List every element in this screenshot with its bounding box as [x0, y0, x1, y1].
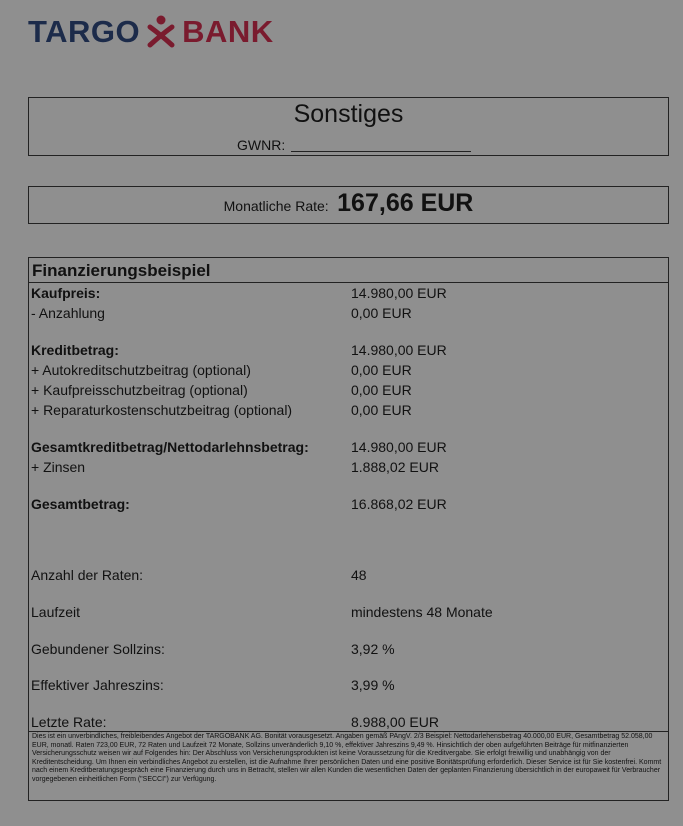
- page-title: Sonstiges: [293, 100, 404, 128]
- row-label: - Anzahlung: [31, 305, 105, 321]
- financing-heading: Finanzierungsbeispiel: [29, 258, 668, 283]
- legal-disclaimer: Dies ist ein unverbindliches, freibleibendes Angebot der TARGOBANK AG. Bonität vorausgesetzt. Angaben gemäß PAngV. 2/3 Beispiel: Nettodarlehensbetrag 40.000,00 EUR, Gesamtbetrag 52.058,00 EUR, monatl. Raten 723,00 EUR, 72 Raten und Laufzeit 72 Monate, Sollzins unveränderlich 9,10 %, effektiver Jahreszins 9,49 %. Hinsichtlich der oben aufgeführten Beiträge für mitfinanzierten Versicherungsschutz weisen wir auf Folgendes hin: Der Abschluss von Versicherungsprodukten ist keine Voraussetzung für die Kreditvergabe. Sie erfolgt freiwillig und unabhängig von der Kreditentscheidung. Um Ihnen ein verbindliches Angebot zu erstellen, ist die Aufnahme Ihrer persönlichen Daten und eine positive Bonitätsprüfung erforderlich. Dieser Service ist für Sie kostenfrei. Kommt nach einem Kreditberatungsgespräch eine Finanzierung durch uns in Betracht, stellen wir allen Kunden die wesentlichen Daten der geplanten Finanzierung übersichtlich in der europaweit für Verbraucher vorgegebenen einheitlichen Form ("SECCI") zur Verfügung.: [29, 731, 668, 800]
- title-box: [28, 97, 669, 156]
- logo-text-bank: BANK: [182, 14, 274, 49]
- row-value: 3,92 %: [351, 641, 395, 657]
- row-value: 16.868,02 EUR: [351, 496, 447, 512]
- row-laufzeit: [29, 602, 668, 622]
- row-label: Kreditbetrag:: [31, 342, 119, 358]
- row-label: Anzahl der Raten:: [31, 567, 144, 583]
- gwnr-field-line: [291, 151, 471, 152]
- row-label: Letzte Rate:: [31, 714, 107, 730]
- row-value: 1.888,02 EUR: [351, 459, 439, 475]
- row-reparaturkostenschutz: [29, 400, 668, 420]
- row-value: mindestens 48 Monate: [351, 604, 493, 620]
- row-value: 3,99 %: [351, 677, 395, 693]
- row-value: 14.980,00 EUR: [351, 439, 447, 455]
- row-kreditbetrag: [29, 340, 668, 360]
- row-label: + Reparaturkostenschutzbeitrag (optional): [31, 402, 293, 418]
- row-jahreszins: [29, 675, 668, 695]
- logo-cross-icon: [146, 15, 176, 49]
- row-label: Effektiver Jahreszins:: [31, 677, 164, 693]
- row-kaufpreis: [29, 283, 668, 303]
- row-label: Laufzeit: [31, 604, 81, 620]
- row-value: 0,00 EUR: [351, 362, 412, 378]
- row-kaufpreisschutz: [29, 380, 668, 400]
- row-label: + Autokreditschutzbeitrag (optional): [31, 362, 251, 378]
- row-letzte-rate: [29, 712, 668, 732]
- row-value: 0,00 EUR: [351, 382, 412, 398]
- row-value: 14.980,00 EUR: [351, 342, 447, 358]
- row-gesamtkreditbetrag: [29, 437, 668, 457]
- row-sollzins: [29, 639, 668, 659]
- monthly-rate-box: [28, 186, 669, 224]
- logo-text-targo: TARGO: [28, 14, 141, 49]
- row-label: Gebundener Sollzins:: [31, 641, 165, 657]
- row-label: + Kaufpreisschutzbeitrag (optional): [31, 382, 248, 398]
- gwnr-label: GWNR:: [237, 137, 286, 153]
- row-value: 0,00 EUR: [351, 305, 412, 321]
- row-label: Kaufpreis:: [31, 285, 101, 301]
- row-value: 0,00 EUR: [351, 402, 412, 418]
- targobank-logo: [28, 10, 274, 54]
- row-autokreditschutz: [29, 360, 668, 380]
- row-label: Gesamtkreditbetrag/Nettodarlehnsbetrag:: [31, 439, 309, 455]
- row-value: 14.980,00 EUR: [351, 285, 447, 301]
- financing-example-box: [28, 257, 669, 801]
- row-label: + Zinsen: [31, 459, 86, 475]
- row-value: 48: [351, 567, 367, 583]
- row-anzahl-raten: [29, 565, 668, 585]
- monthly-rate-label: Monatliche Rate:: [223, 198, 329, 214]
- row-value: 8.988,00 EUR: [351, 714, 439, 730]
- row-gesamtbetrag: [29, 494, 668, 514]
- row-anzahlung: [29, 303, 668, 323]
- row-label: Gesamtbetrag:: [31, 496, 130, 512]
- row-zinsen: [29, 457, 668, 477]
- monthly-rate-value: 167,66 EUR: [337, 189, 474, 217]
